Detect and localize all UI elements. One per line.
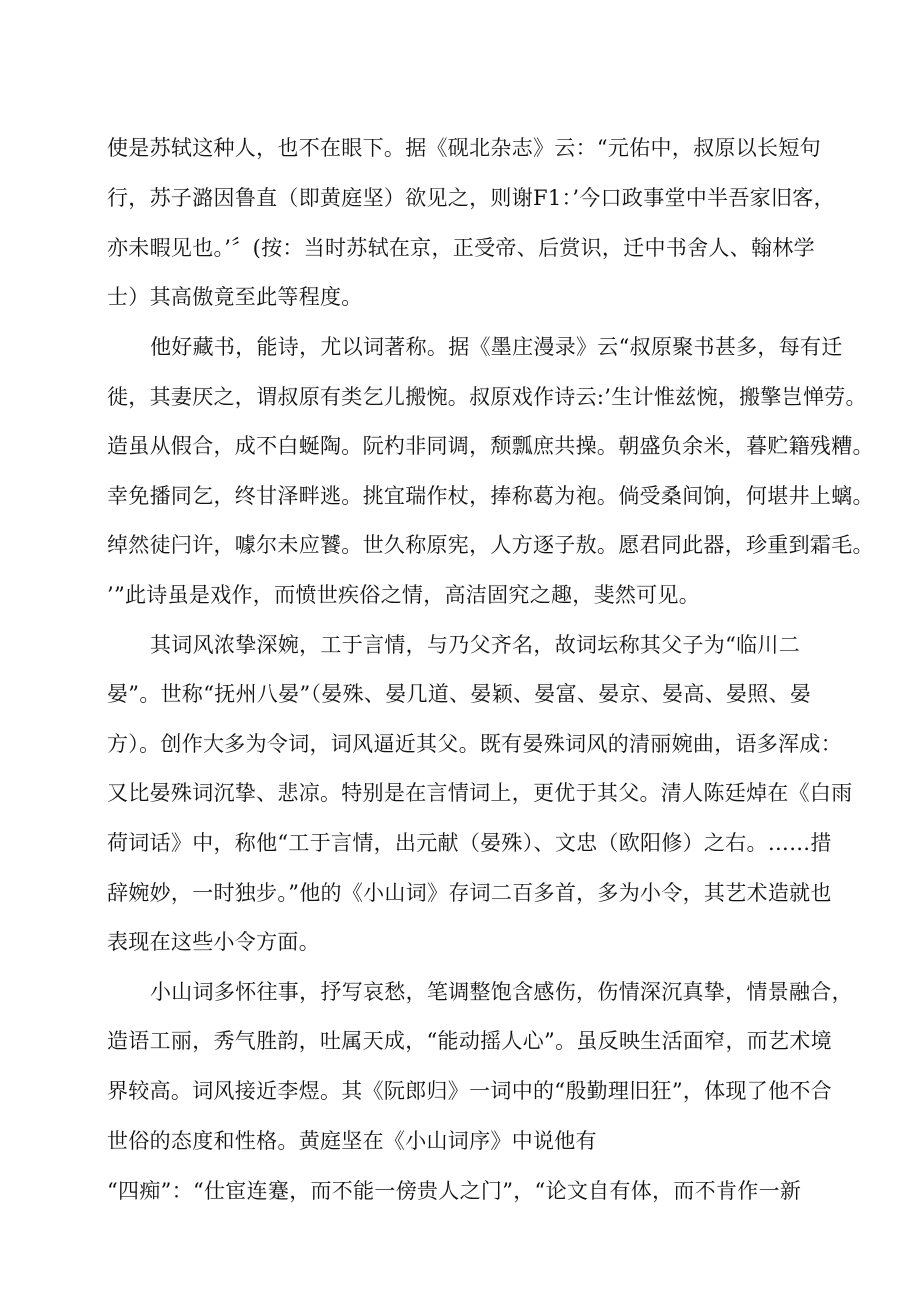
text-line: 世俗的态度和性格。黄庭坚在《小山词序》中说他有 <box>107 1129 597 1153</box>
text-line: ’”此诗虽是戏作，而愤世疾俗之情，高洁固究之趣，斐然可见。 <box>107 583 701 607</box>
text-line: 使是苏轼这种人，也不在眼下。据《砚北杂志》云：“元佑中，叔原以长短句 <box>107 136 821 160</box>
text-line: 行，苏子潞因鲁直（即黄庭坚）欲见之，则谢F1：’今口政事堂中半吾家旧客， <box>107 186 835 210</box>
text-line: 造语工丽，秀气胜韵，吐属天成，“能动摇人心”。虽反映生活面窄，而艺术境 <box>107 1029 832 1053</box>
text-line: 辞婉妙，一时独步。”他的《小山词》存词二百多首，多为小令，其艺术造就也 <box>107 881 832 905</box>
text-line: 晏”。世称“抚州八晏”（晏殊、晏几道、晏颖、晏富、晏京、晏高、晏照、晏 <box>107 682 812 706</box>
text-line: 绰然徒闩许，噱尔未应饕。世久称原宪，人方逐子敖。愿君同此器，珍重到霜毛。 <box>107 533 874 557</box>
text-line: 其词风浓挚深婉，工于言情，与乃父齐名，故词坛称其父子为“临川二 <box>150 633 801 657</box>
text-line: 士）其高傲竟至此等程度。 <box>107 285 363 309</box>
text-line: 亦未暇见也。’〞(按：当时苏轼在京，正受帝、后赏识，迁中书舍人、翰林学 <box>107 236 815 260</box>
text-line: 荷词话》中，称他“工于言情，出元献（晏殊）、文忠（欧阳修）之右。……措 <box>107 831 832 855</box>
text-line: 小山词多怀往事，抒写哀愁，笔调整饱含感伤，伤情深沉真挚，情景融合， <box>150 980 853 1004</box>
text-line: 徙，其妻厌之，谓叔原有类乞儿搬惋。叔原戏作诗云:’生计惟兹惋，搬擎岂惮劳。 <box>107 385 867 409</box>
text-line: “四痴”：“仕宦连蹇，而不能一傍贵人之门”，“论文自有体，而不肯作一新 <box>107 1179 802 1203</box>
text-line: 表现在这些小令方面。 <box>107 930 320 954</box>
text-line: 界较高。词风接近李煜。其《阮郎归》一词中的“殷勤理旧狂”，体现了他不合 <box>107 1079 832 1103</box>
text-line: 他好藏书，能诗，尤以词著称。据《墨庄漫录》云“叔原聚书甚多，每有迁 <box>150 335 843 359</box>
text-line: 造虽从假合，成不白蜒陶。阮杓非同调，颓瓢庶共操。朝盛负余米，暮贮籍残糟。 <box>107 434 874 458</box>
text-line: 幸免播同乞，终甘泽畔逃。挑宜瑞作杖，捧称葛为袍。倘受桑间饷，何堪井上螭。 <box>107 484 874 508</box>
text-line: 又比晏殊词沉挚、悲凉。特别是在言情词上，更优于其父。清人陈廷焯在《白雨 <box>107 781 853 805</box>
text-line: 方）。创作大多为令词，词风逼近其父。既有晏殊词风的清丽婉曲，语多浑成： <box>107 732 842 756</box>
